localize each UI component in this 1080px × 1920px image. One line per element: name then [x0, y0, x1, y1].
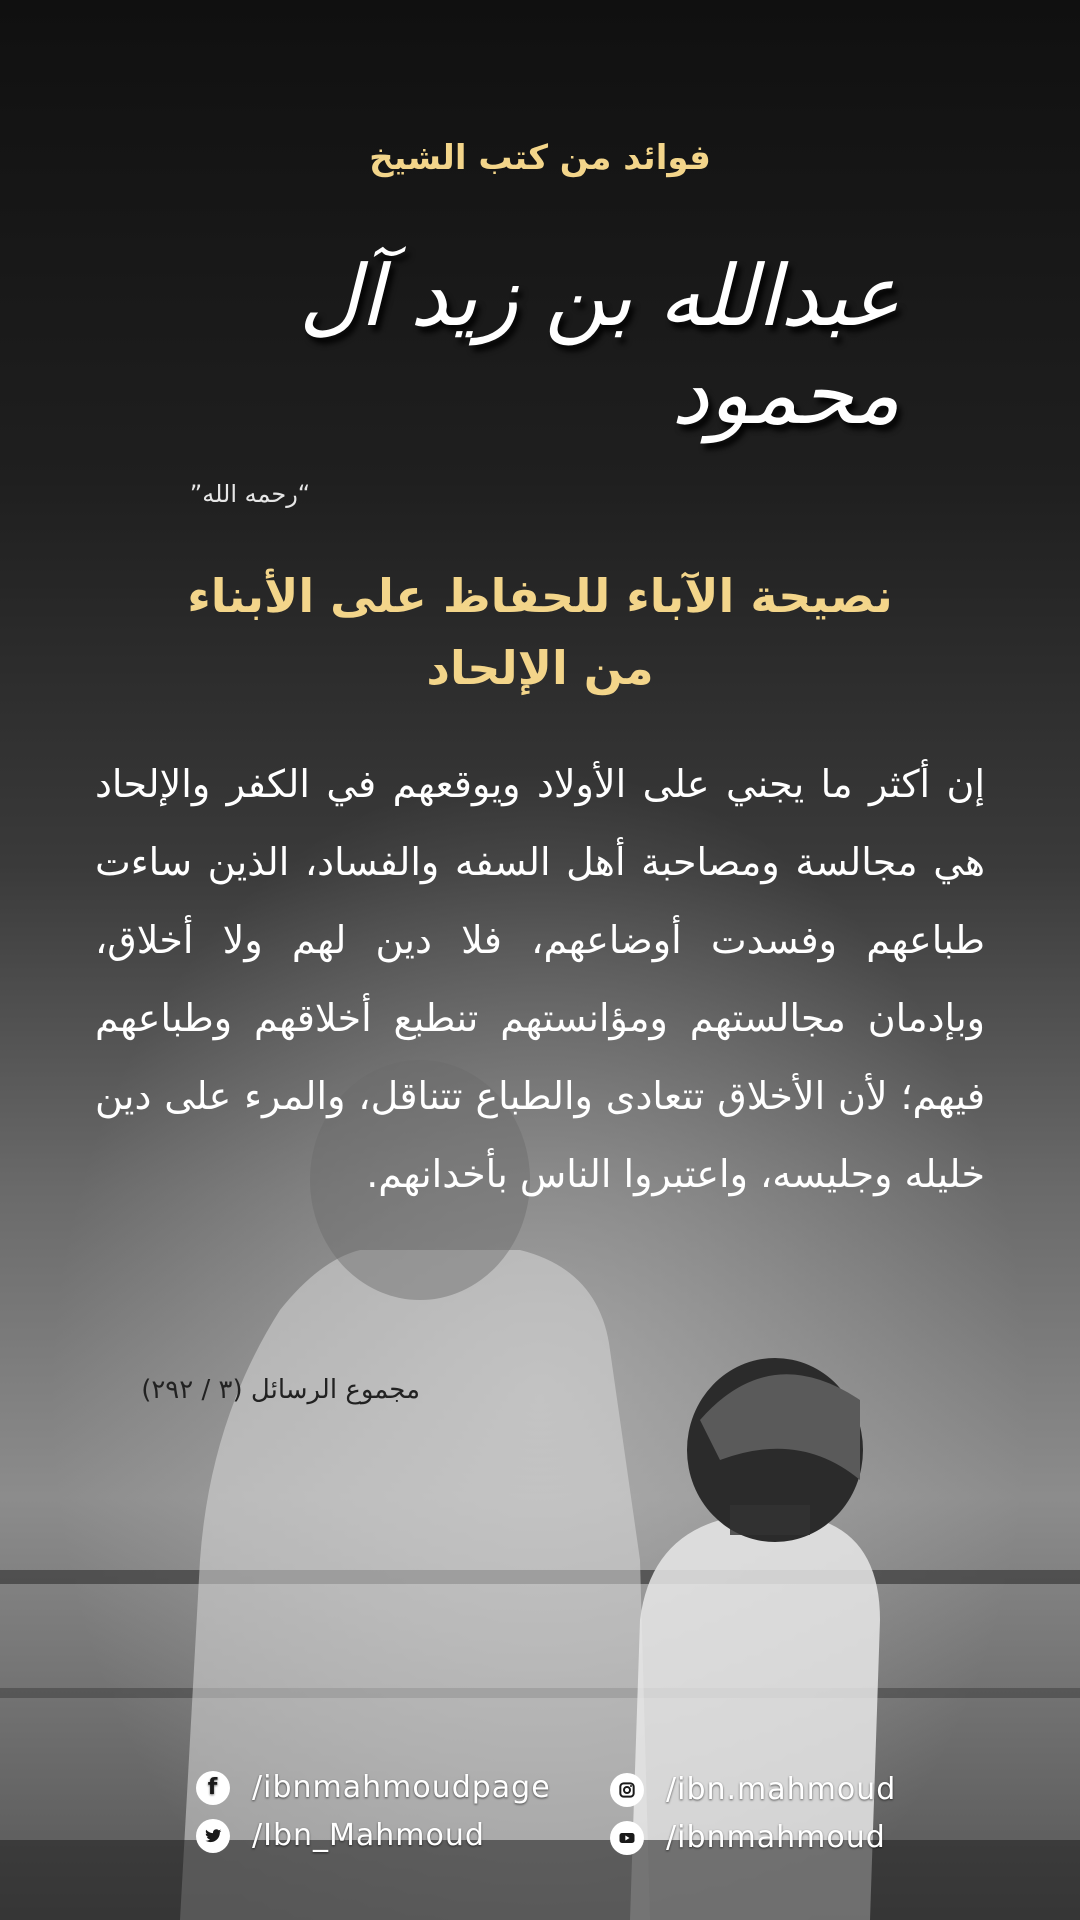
instagram-icon: [610, 1773, 644, 1807]
title-line-1: نصيحة الآباء للحفاظ على الأبناء: [187, 569, 893, 623]
social-links: [0, 1770, 1080, 1870]
instagram-link[interactable]: [610, 1772, 896, 1807]
facebook-icon: f: [196, 1771, 230, 1805]
facebook-link[interactable]: [196, 1770, 551, 1805]
page-title: [90, 560, 990, 704]
advice-paragraph: إن أكثر ما يجني على الأولاد ويوقعهم في الكفر والإلحاد هي مجالسة ومصاحبة أهل السفه والفساد، الذين ساءت طباعهم وفسدت أوضاعهم، فلا دين لهم ولا أخلاق، وبإدمان مجالستهم ومؤانستهم تنطبع أخلاقهم وطباعهم فيهم؛ لأن الأخلاق تتعادى والطباع تتناقل، والمرء على دين خليله وجليسه، واعتبروا الناس بأخدانهم.: [95, 762, 985, 1196]
title-line-2: من الإلحاد: [426, 641, 654, 695]
sheikh-name-calligraphy: عبدالله بن زيد آل محمود: [298, 247, 900, 443]
youtube-link[interactable]: [610, 1820, 886, 1855]
youtube-handle: /ibnmahmoud: [666, 1820, 886, 1855]
instagram-handle: /ibn.mahmoud: [666, 1772, 897, 1807]
youtube-icon: [610, 1821, 644, 1855]
twitter-icon: [196, 1819, 230, 1853]
source-citation: مجموع الرسائل (٣ / ٢٩٢): [141, 1375, 420, 1405]
twitter-handle: /Ibn_Mahmoud: [252, 1818, 485, 1853]
facebook-handle: /ibnmahmoudpage: [252, 1770, 551, 1805]
top-label: فوائد من كتب الشيخ: [369, 138, 711, 178]
twitter-link[interactable]: [196, 1818, 485, 1853]
rahimahu-label: ”رحمه الله“: [189, 480, 311, 508]
